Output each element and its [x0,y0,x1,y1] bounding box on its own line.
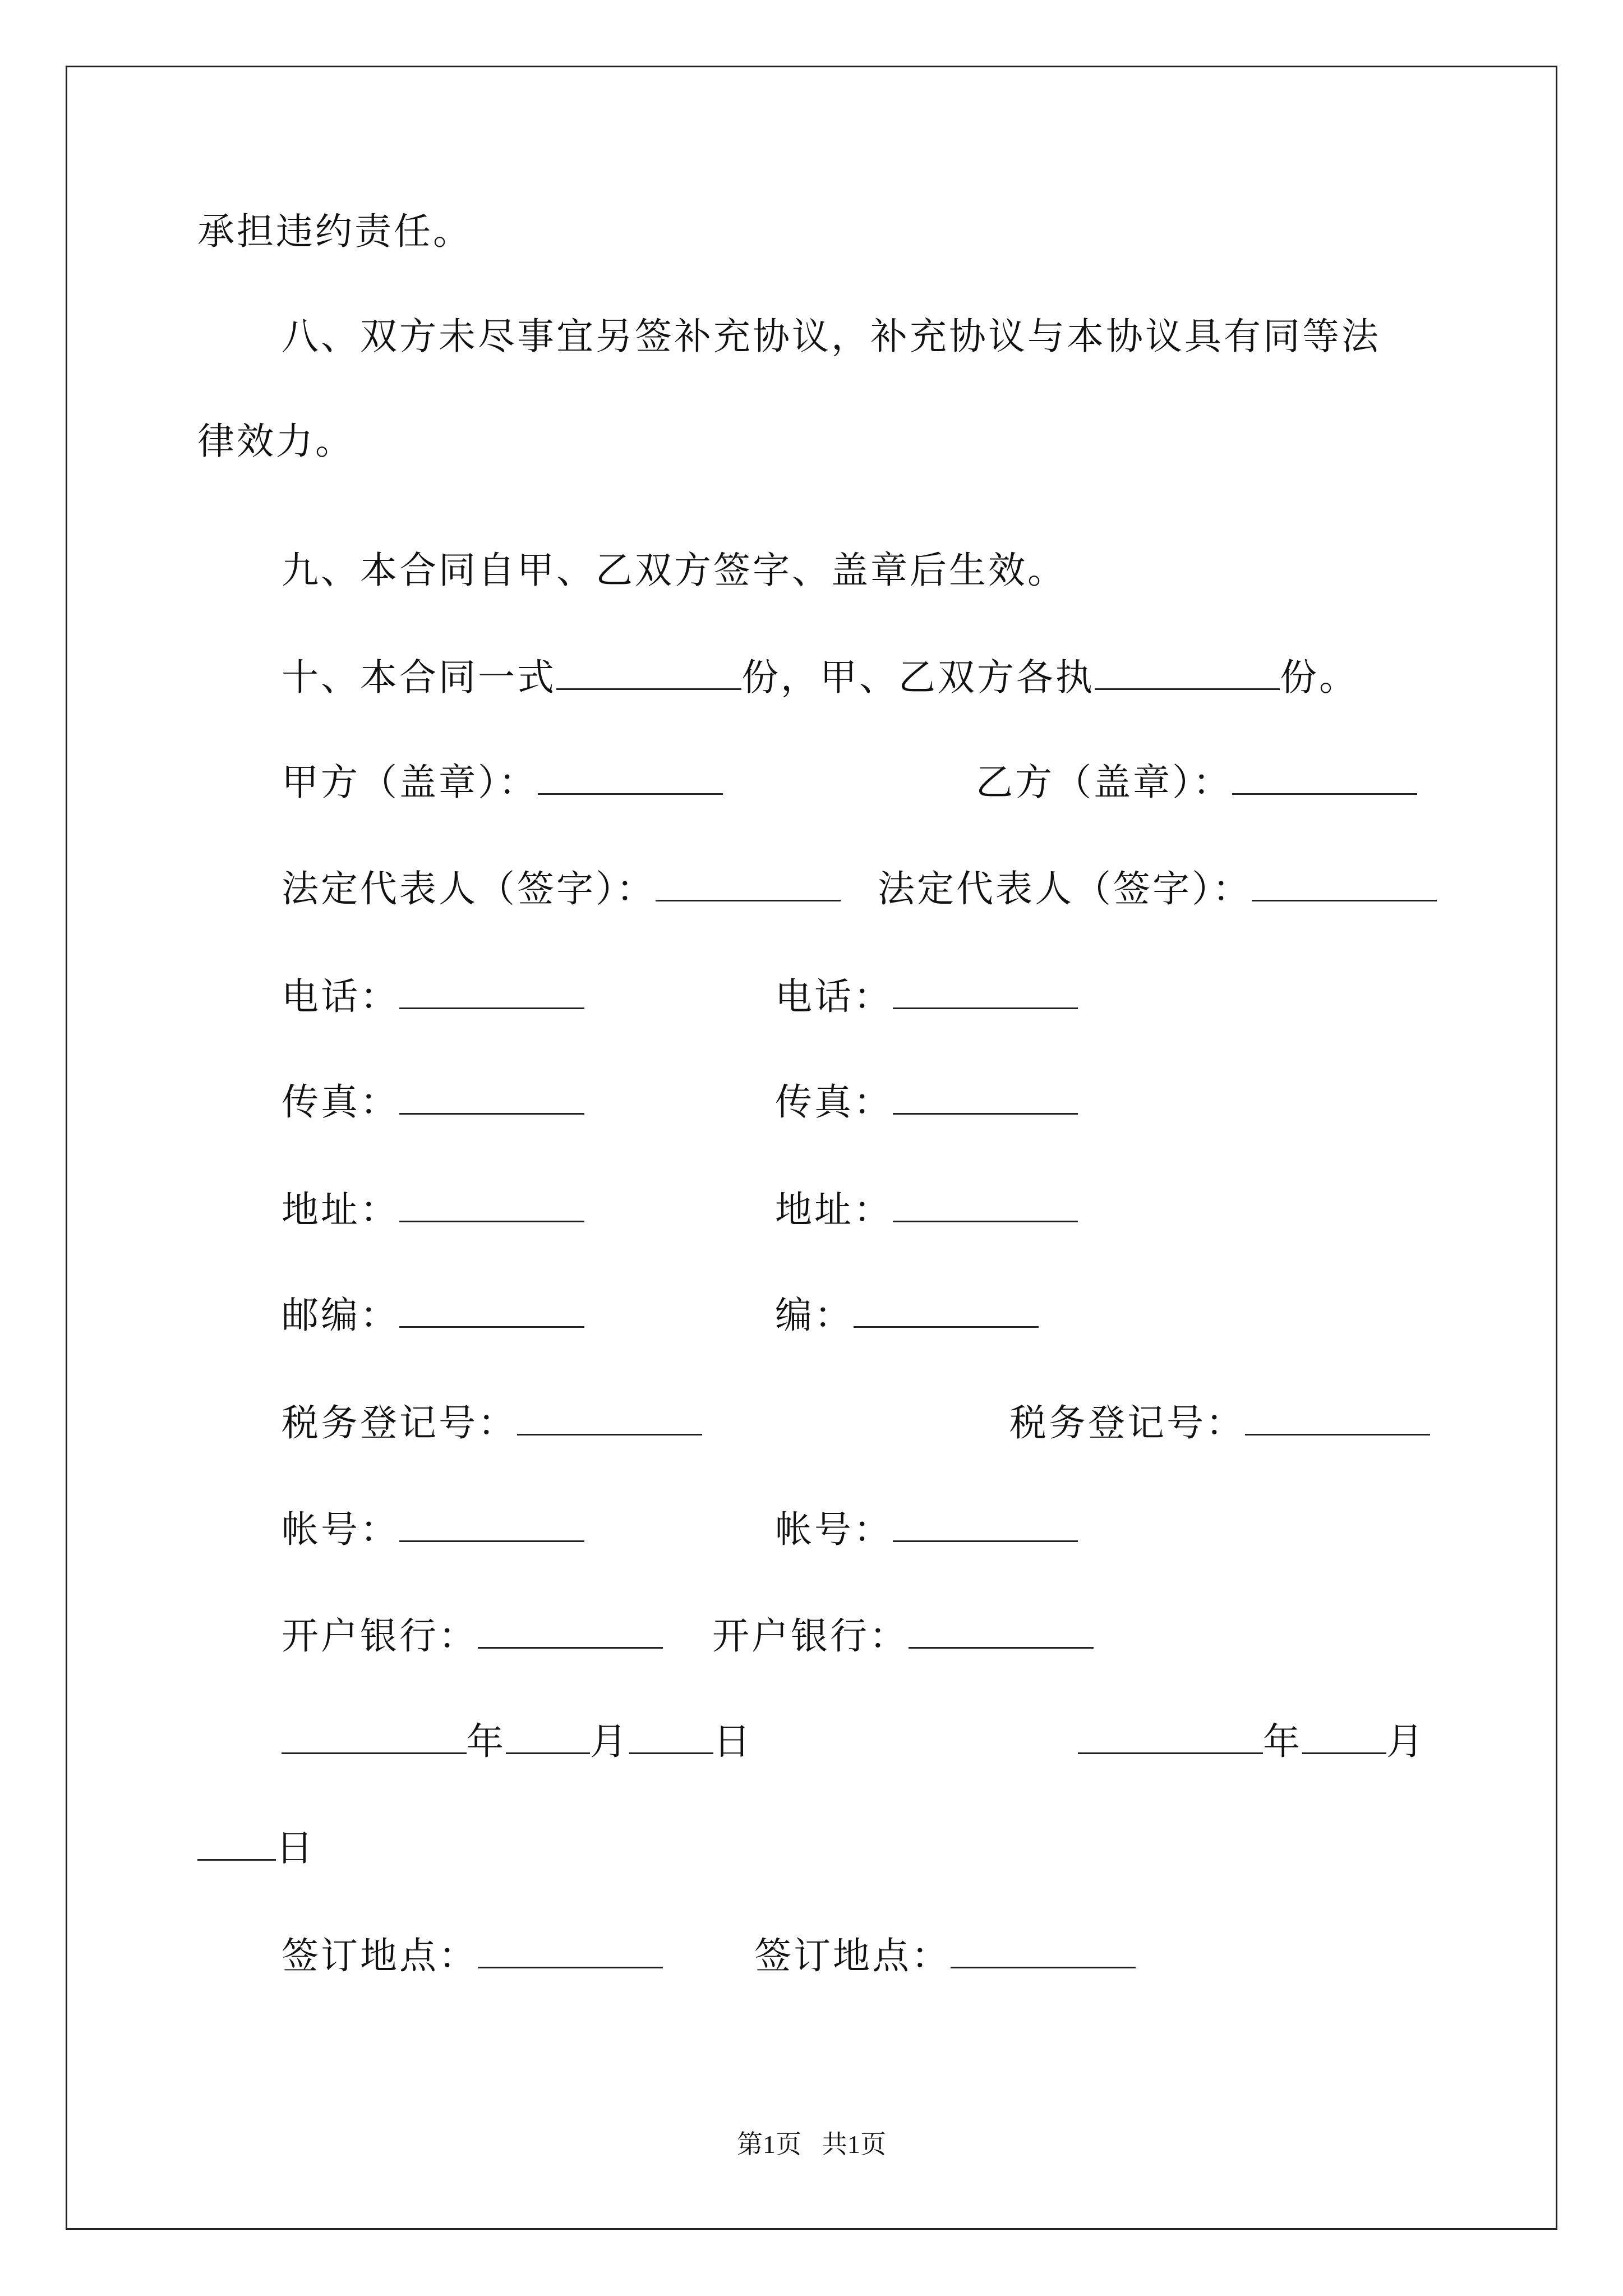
date-b-day-row [197,1826,315,1871]
fax-a-row [282,1080,584,1125]
clause-seven-end [197,209,472,254]
phone-a-label: 电话： [282,975,399,1018]
fax-b-label: 传真： [775,1080,893,1124]
phone-a-row [282,974,584,1019]
legal-rep-a-blank[interactable] [656,867,841,901]
date-a-year-blank[interactable] [282,1720,467,1754]
tax-no-b-blank[interactable] [1245,1401,1430,1435]
phone-b-label: 电话： [775,975,893,1018]
account-b-blank[interactable] [893,1508,1078,1542]
fax-b-blank[interactable] [893,1080,1078,1115]
postcode-a-blank[interactable] [399,1294,584,1328]
place-a-label: 签订地点： [282,1934,478,1977]
place-a-blank[interactable] [478,1934,663,1968]
fax-a-label: 传真： [282,1080,399,1124]
phone-a-blank[interactable] [399,975,584,1009]
legal-rep-b-row [878,867,1437,912]
copies-each-blank[interactable] [1095,656,1280,690]
phone-b-row [775,974,1078,1019]
tax-no-b-row [1009,1401,1430,1446]
address-b-blank[interactable] [893,1188,1078,1222]
clause-text: 份，甲、乙双方各执 [741,656,1095,699]
clause-nine [282,548,1067,593]
clause-text: 九、本合同自甲、乙双方签字、盖章后生效。 [282,549,1067,592]
place-b-row [754,1934,1136,1978]
party-a-seal-label: 甲方（盖章）： [282,761,538,804]
bank-b-row [712,1614,1094,1659]
address-b-label: 地址： [775,1188,893,1231]
date-b-day-blank[interactable] [197,1826,276,1861]
tax-no-a-blank[interactable] [517,1401,702,1435]
place-a-row [282,1934,663,1978]
page-total: 共1页 [822,2130,886,2159]
address-a-label: 地址： [282,1188,399,1231]
place-b-label: 签订地点： [754,1934,951,1977]
month-label: 月 [1386,1720,1426,1763]
date-b-month-blank[interactable] [1302,1720,1386,1754]
address-a-blank[interactable] [399,1188,584,1222]
date-a-day-blank[interactable] [629,1720,713,1754]
tax-no-b-label: 税务登记号： [1009,1401,1245,1444]
copies-total-blank[interactable] [556,656,741,690]
page-border [66,66,1557,2230]
legal-rep-b-blank[interactable] [1252,867,1437,901]
date-b-year-blank[interactable] [1078,1720,1263,1754]
day-label: 日 [276,1826,315,1870]
account-b-row [775,1507,1078,1552]
clause-eight-line2 [197,419,354,464]
postcode-b-label: 编： [775,1294,854,1337]
bank-a-label: 开户银行： [282,1614,478,1658]
party-b-seal-label: 乙方（盖章）： [976,761,1232,804]
bank-a-row [282,1614,663,1659]
account-b-label: 帐号： [775,1508,893,1551]
postcode-b-row [775,1293,1039,1338]
date-a-row [282,1719,753,1764]
legal-rep-b-label: 法定代表人（签字）： [878,867,1252,910]
fax-b-row [775,1080,1078,1125]
clause-text: 八、双方未尽事宜另签补充协议，补充协议与本协议具有同等法 [282,315,1381,358]
legal-rep-a-label: 法定代表人（签字）： [282,867,656,910]
year-label: 年 [1263,1720,1302,1763]
clause-eight-line1 [282,314,1381,359]
postcode-b-blank[interactable] [854,1294,1039,1328]
day-label: 日 [713,1720,753,1763]
party-a-seal-blank[interactable] [538,761,723,795]
clause-ten [282,655,1358,700]
clause-text: 律效力。 [197,420,354,463]
clause-text: 承担违约责任。 [197,210,472,253]
page-number: 第1页 [737,2130,801,2159]
month-label: 月 [590,1720,629,1763]
clause-text: 十、本合同一式 [282,656,556,699]
legal-rep-a-row [282,867,841,912]
bank-a-blank[interactable] [478,1614,663,1649]
fax-a-blank[interactable] [399,1080,584,1115]
address-b-row [775,1188,1078,1232]
year-label: 年 [467,1720,506,1763]
date-a-month-blank[interactable] [506,1720,590,1754]
phone-b-blank[interactable] [893,975,1078,1009]
bank-b-blank[interactable] [909,1614,1094,1649]
address-a-row [282,1188,584,1232]
postcode-a-label: 邮编： [282,1294,399,1337]
party-b-seal-row [976,760,1417,805]
page-footer [0,2128,1623,2161]
account-a-row [282,1507,584,1552]
bank-b-label: 开户银行： [712,1614,909,1658]
tax-no-a-row [282,1401,702,1446]
date-b-row [1078,1719,1426,1764]
account-a-label: 帐号： [282,1508,399,1551]
party-b-seal-blank[interactable] [1232,761,1417,795]
place-b-blank[interactable] [951,1934,1136,1968]
account-a-blank[interactable] [399,1508,584,1542]
party-a-seal-row [282,760,723,805]
postcode-a-row [282,1293,584,1338]
clause-text: 份。 [1280,656,1358,699]
tax-no-a-label: 税务登记号： [282,1401,517,1444]
